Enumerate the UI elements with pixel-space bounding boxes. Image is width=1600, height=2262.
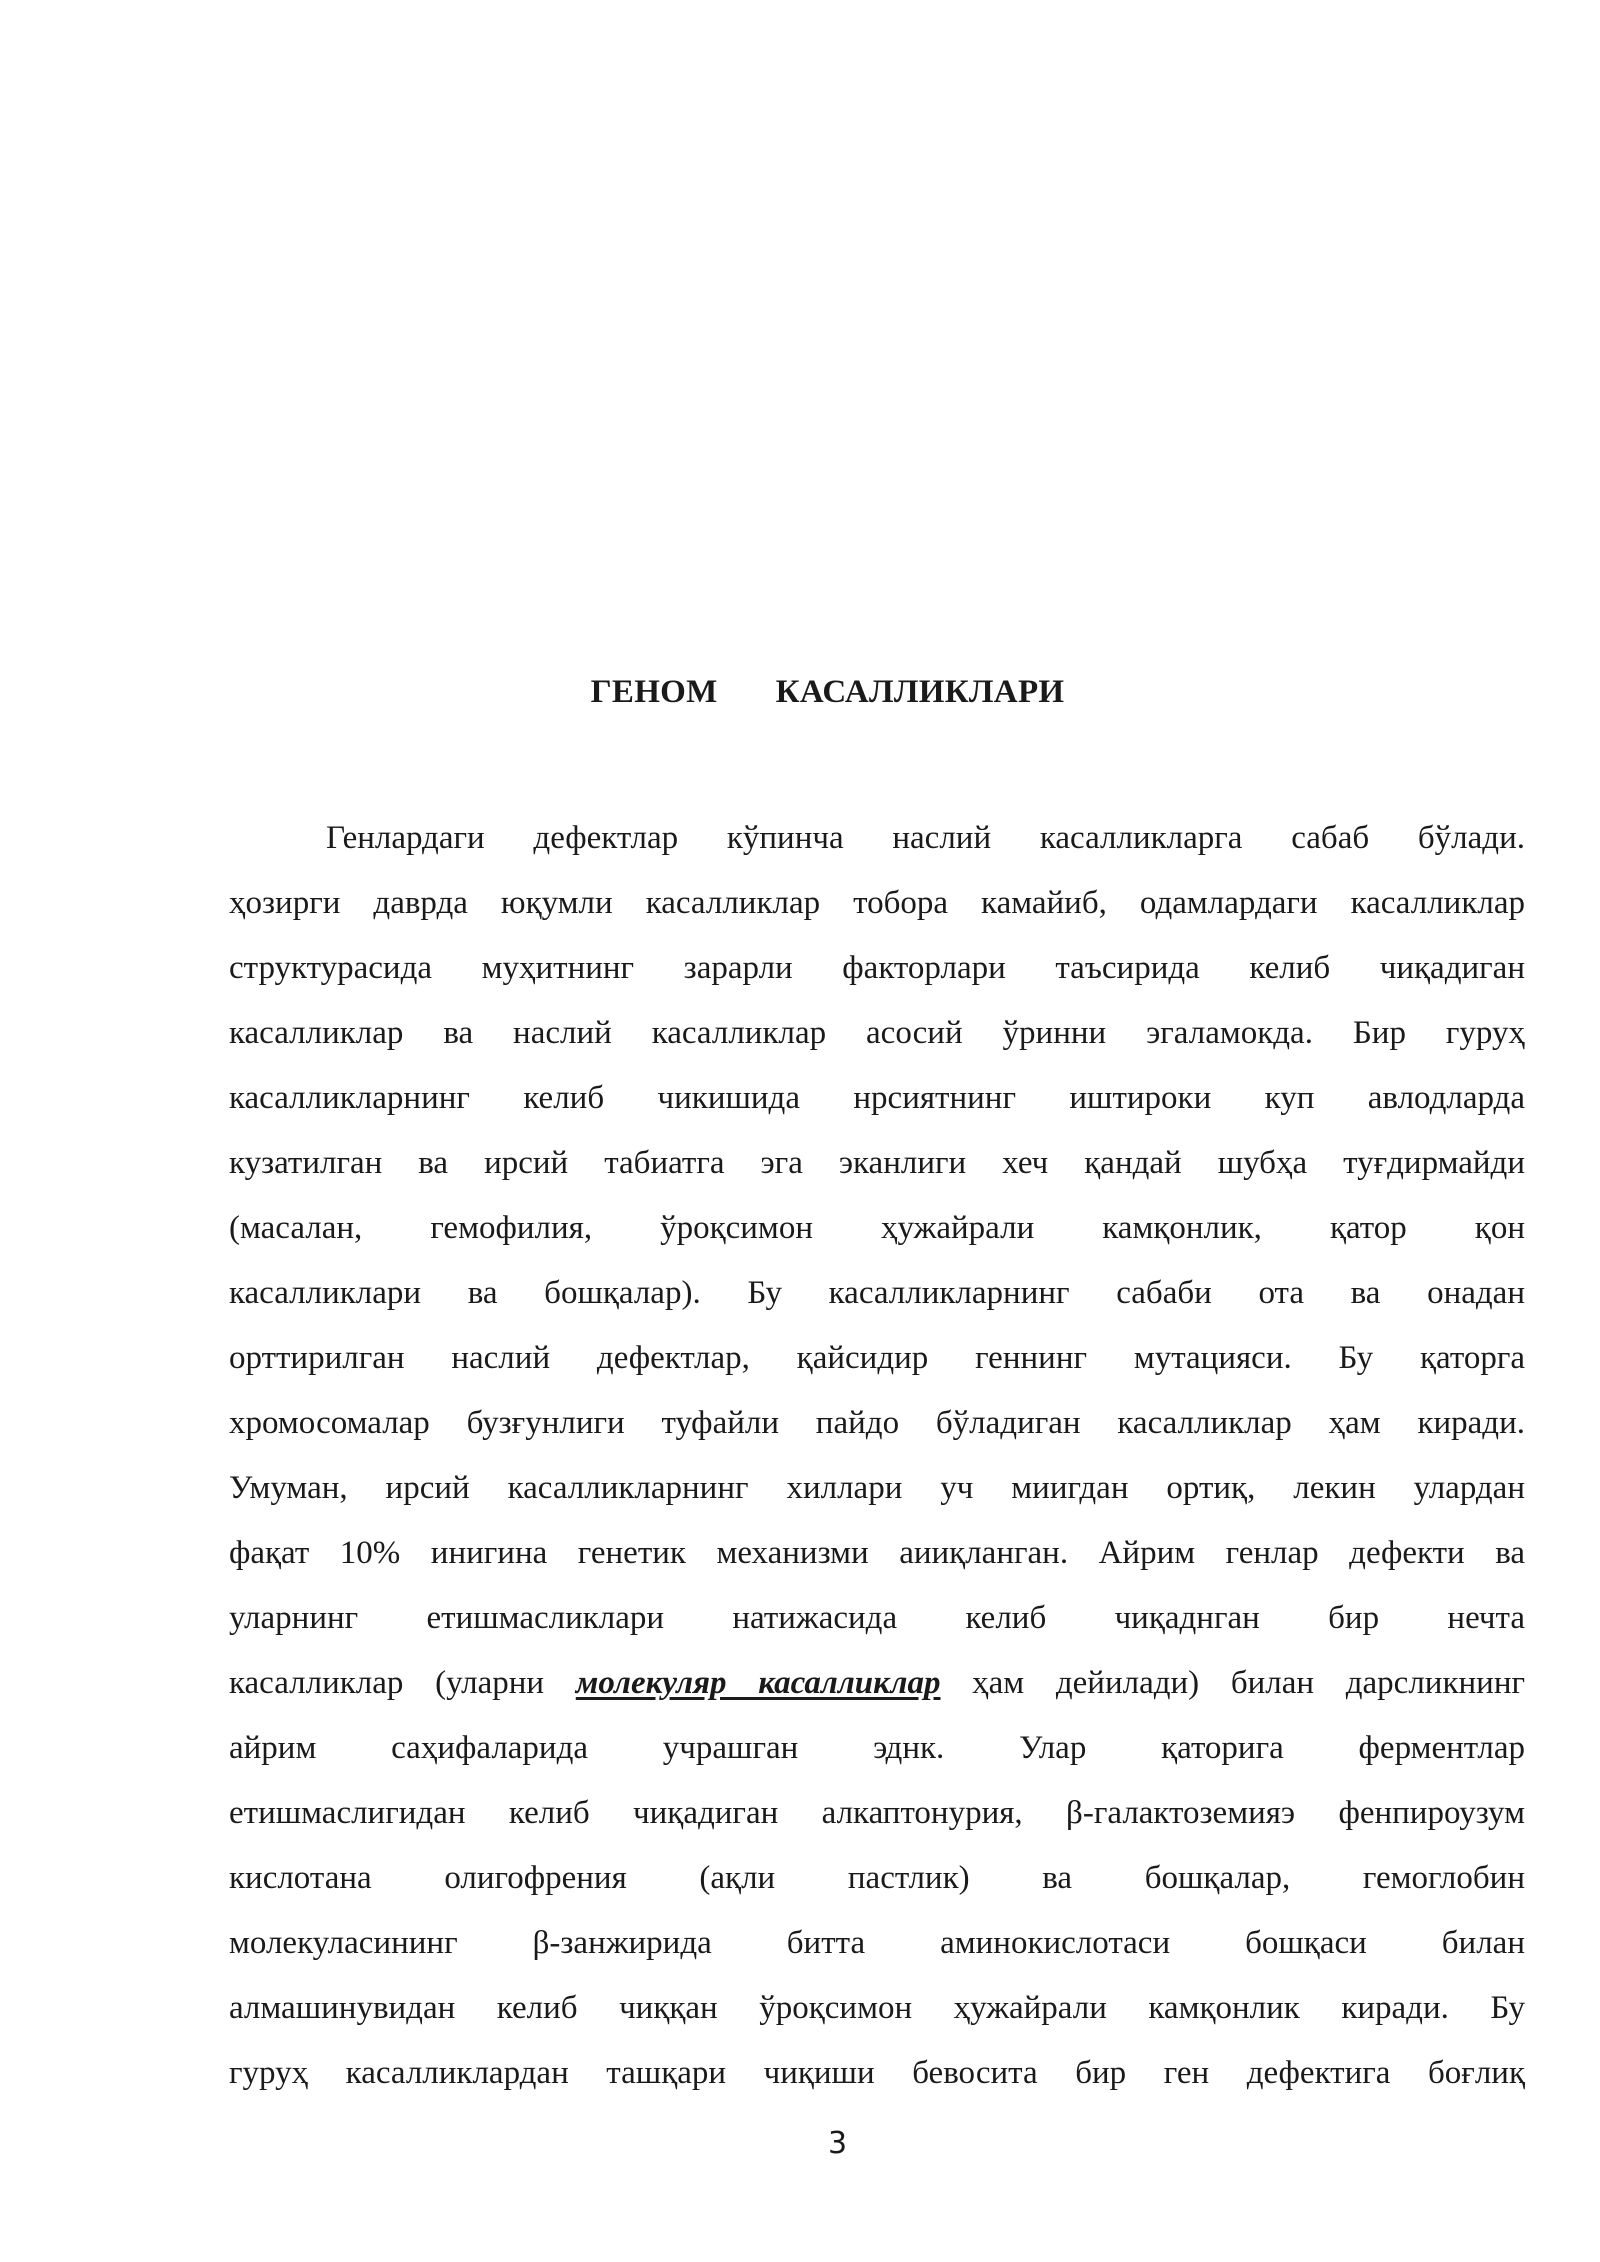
page-title bbox=[0, 672, 1600, 712]
page-number: 3 bbox=[827, 2126, 848, 2161]
text-line-18: молекуласининг β-занжирида битта аминокислотаси бошқаси билан bbox=[229, 1925, 1525, 1961]
text-line-14 bbox=[229, 1651, 1525, 1716]
text-line-16: етишмаслигидан келиб чиқадиган алкаптонурия, β-галактоземияэ фенпироузум bbox=[229, 1795, 1525, 1831]
text-line-3: структурасида муҳитнинг зарарли факторлари таъсирида келиб чиқадиган bbox=[229, 950, 1525, 986]
line-14-start: касалликлар (уларни bbox=[229, 1665, 576, 1701]
title-word-2: КАСАЛЛИКЛАРИ bbox=[775, 674, 1065, 710]
body-paragraph bbox=[229, 806, 1525, 2106]
text-line-7: (масалан, гемофилия, ўроқсимон ҳужайрали камқонлик, қатор қон bbox=[229, 1210, 1525, 1246]
line-14-end: ҳам дейилади) билан дарсликнинг bbox=[940, 1665, 1526, 1701]
text-line-2: ҳозирги даврда юқумли касалликлар тобора камайиб, одамлардаги касалликлар bbox=[229, 885, 1525, 921]
text-line-20: гуруҳ касалликлардан ташқари чиқиши бевосита бир ген дефектига боғлиқ bbox=[229, 2055, 1525, 2091]
text-line-5: касалликларнинг келиб чикишида нрсиятнинг иштироки куп авлодларда bbox=[229, 1080, 1525, 1116]
text-line-8: касалликлари ва бошқалар). Бу касалликларнинг сабаби ота ва онадан bbox=[229, 1275, 1525, 1311]
text-line-11: Умуман, ирсий касалликларнинг хиллари уч миигдан ортиқ, лекин улардан bbox=[229, 1470, 1525, 1506]
text-line-4: касалликлар ва наслий касалликлар асосий ўринни эгаламокда. Бир гуруҳ bbox=[229, 1015, 1525, 1051]
text-line-12: фақат 10% инигина генетик механизми аииқланган. Айрим генлар дефекти ва bbox=[229, 1535, 1525, 1571]
text-line-15: айрим саҳифаларида учрашган эднк. Улар қаторига ферментлар bbox=[229, 1730, 1525, 1766]
title-word-1: ГЕНОМ bbox=[590, 674, 718, 710]
emphasized-term: молекуляр касалликлар bbox=[575, 1665, 941, 1701]
text-line-6: кузатилган ва ирсий табиатга эга эканлиги хеч қандай шубҳа туғдирмайди bbox=[229, 1145, 1525, 1181]
text-line-19: алмашинувидан келиб чиққан ўроқсимон ҳужайрали камқонлик киради. Бу bbox=[229, 1990, 1525, 2026]
text-line-10: хромосомалар бузғунлиги туфайли пайдо бўладиган касалликлар ҳам киради. bbox=[229, 1405, 1525, 1441]
text-line-1: Генлардаги дефектлар кўпинча наслий касалликларга сабаб бўлади. bbox=[326, 820, 1525, 856]
text-line-13: уларнинг етишмасликлари натижасида келиб чиқаднган бир нечта bbox=[229, 1600, 1525, 1636]
text-line-17: кислотана олигофрения (ақли пастлик) ва бошқалар, гемоглобин bbox=[229, 1860, 1525, 1896]
text-line-9: орттирилган наслий дефектлар, қайсидир геннинг мутацияси. Бу қаторга bbox=[229, 1340, 1525, 1376]
